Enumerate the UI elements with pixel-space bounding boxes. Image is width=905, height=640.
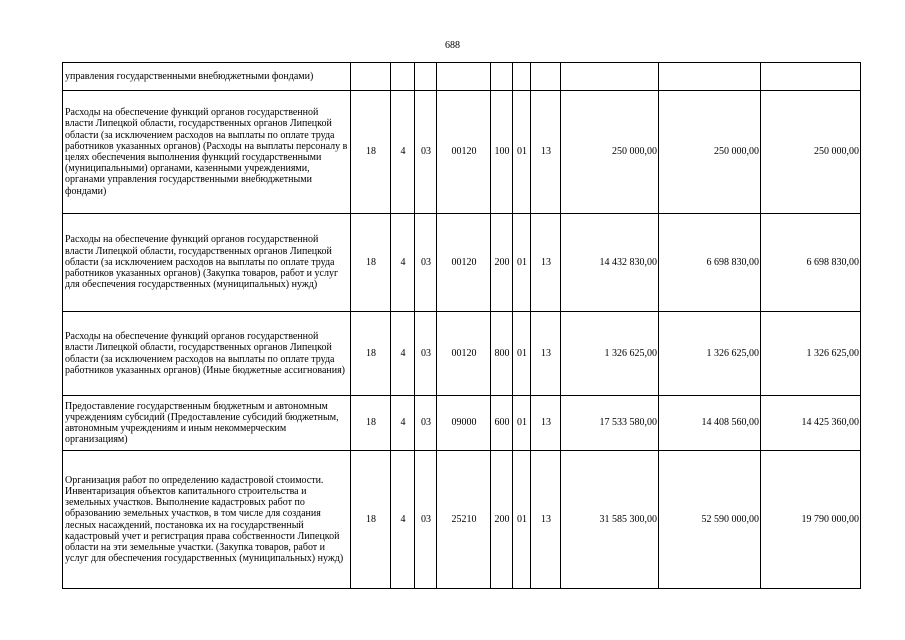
cell-code-5: 200 [491, 451, 513, 589]
cell-code-6: 01 [513, 451, 531, 589]
cell-sum-1: 17 533 580,00 [561, 396, 659, 451]
cell-code-6: 01 [513, 91, 531, 214]
cell-code-7: 13 [531, 312, 561, 396]
cell-sum-2: 6 698 830,00 [659, 214, 761, 312]
cell-sum-3: 14 425 360,00 [761, 396, 861, 451]
cell-code-6: 01 [513, 396, 531, 451]
row-description: управления государственными внебюджетными фондами) [63, 63, 351, 91]
cell-code-7: 13 [531, 451, 561, 589]
cell-code-3: 03 [415, 91, 437, 214]
cell-sum-2: 14 408 560,00 [659, 396, 761, 451]
cell-code-6: 01 [513, 312, 531, 396]
cell-code-4: 09000 [437, 396, 491, 451]
cell-sum-2: 1 326 625,00 [659, 312, 761, 396]
cell-sum-2 [659, 63, 761, 91]
cell-sum-1 [561, 63, 659, 91]
cell-sum-1: 250 000,00 [561, 91, 659, 214]
row-description: Организация работ по определению кадастровой стоимости. Инвентаризация объектов капитального строительства и земельных участков. Выполнение кадастровых работ по образованию земельных участков, в том числе для создания лесных насаждений, постановка их на государственный кадастровый учет и регистрация права собственности Липецкой области на эти земельные участки. (Закупка товаров, работ и услуг для обеспечения государственных (муниципальных) нужд) [63, 451, 351, 589]
table-row [63, 63, 861, 91]
cell-code-3: 03 [415, 312, 437, 396]
cell-sum-3: 6 698 830,00 [761, 214, 861, 312]
cell-code-4: 25210 [437, 451, 491, 589]
cell-code-5: 600 [491, 396, 513, 451]
cell-code-2: 4 [391, 396, 415, 451]
cell-code-5 [491, 63, 513, 91]
cell-code-3 [415, 63, 437, 91]
cell-code-4: 00120 [437, 312, 491, 396]
page-number: 688 [445, 40, 460, 51]
cell-sum-1: 1 326 625,00 [561, 312, 659, 396]
cell-code-2: 4 [391, 214, 415, 312]
cell-code-3: 03 [415, 214, 437, 312]
table-row [63, 312, 861, 396]
cell-code-5: 800 [491, 312, 513, 396]
row-description: Расходы на обеспечение функций органов государственной власти Липецкой области, государственных органов Липецкой области (за исключением расходов на выплаты по оплате труда работников указанных органов) (Закупка товаров, работ и услуг для обеспечения государственных (муниципальных) нужд) [63, 214, 351, 312]
cell-code-1 [351, 63, 391, 91]
cell-code-6: 01 [513, 214, 531, 312]
cell-sum-3: 19 790 000,00 [761, 451, 861, 589]
cell-code-1: 18 [351, 396, 391, 451]
cell-code-7: 13 [531, 396, 561, 451]
cell-code-2: 4 [391, 312, 415, 396]
cell-code-7 [531, 63, 561, 91]
table-row [63, 214, 861, 312]
cell-sum-2: 52 590 000,00 [659, 451, 761, 589]
row-description: Предоставление государственным бюджетным и автономным учреждениям субсидий (Предоставление субсидий бюджетным, автономным учреждениям и иным некоммерческим организациям) [63, 396, 351, 451]
cell-code-3: 03 [415, 396, 437, 451]
cell-code-2: 4 [391, 91, 415, 214]
cell-code-5: 100 [491, 91, 513, 214]
cell-code-1: 18 [351, 214, 391, 312]
cell-sum-1: 14 432 830,00 [561, 214, 659, 312]
cell-code-7: 13 [531, 214, 561, 312]
cell-sum-3 [761, 63, 861, 91]
cell-code-7: 13 [531, 91, 561, 214]
table-row [63, 91, 861, 214]
cell-sum-2: 250 000,00 [659, 91, 761, 214]
table-row [63, 451, 861, 589]
cell-code-4: 00120 [437, 214, 491, 312]
row-description: Расходы на обеспечение функций органов государственной власти Липецкой области, государственных органов Липецкой области (за исключением расходов на выплаты по оплате труда работников указанных органов) (Иные бюджетные ассигнования) [63, 312, 351, 396]
cell-sum-3: 250 000,00 [761, 91, 861, 214]
cell-code-1: 18 [351, 91, 391, 214]
row-description: Расходы на обеспечение функций органов государственной власти Липецкой области, государственных органов Липецкой области (за исключением расходов на выплаты по оплате труда работников указанных органов) (Расходы на выплаты персоналу в целях обеспечения выполнения функций государственными (муниципальными) органами, казенными учреждениями, органами управления государственными внебюджетными фондами) [63, 91, 351, 214]
cell-sum-1: 31 585 300,00 [561, 451, 659, 589]
cell-code-5: 200 [491, 214, 513, 312]
cell-sum-3: 1 326 625,00 [761, 312, 861, 396]
cell-code-1: 18 [351, 312, 391, 396]
budget-table [62, 62, 861, 589]
cell-code-1: 18 [351, 451, 391, 589]
cell-code-4: 00120 [437, 91, 491, 214]
cell-code-4 [437, 63, 491, 91]
table-row [63, 396, 861, 451]
cell-code-3: 03 [415, 451, 437, 589]
cell-code-2: 4 [391, 451, 415, 589]
cell-code-6 [513, 63, 531, 91]
cell-code-2 [391, 63, 415, 91]
